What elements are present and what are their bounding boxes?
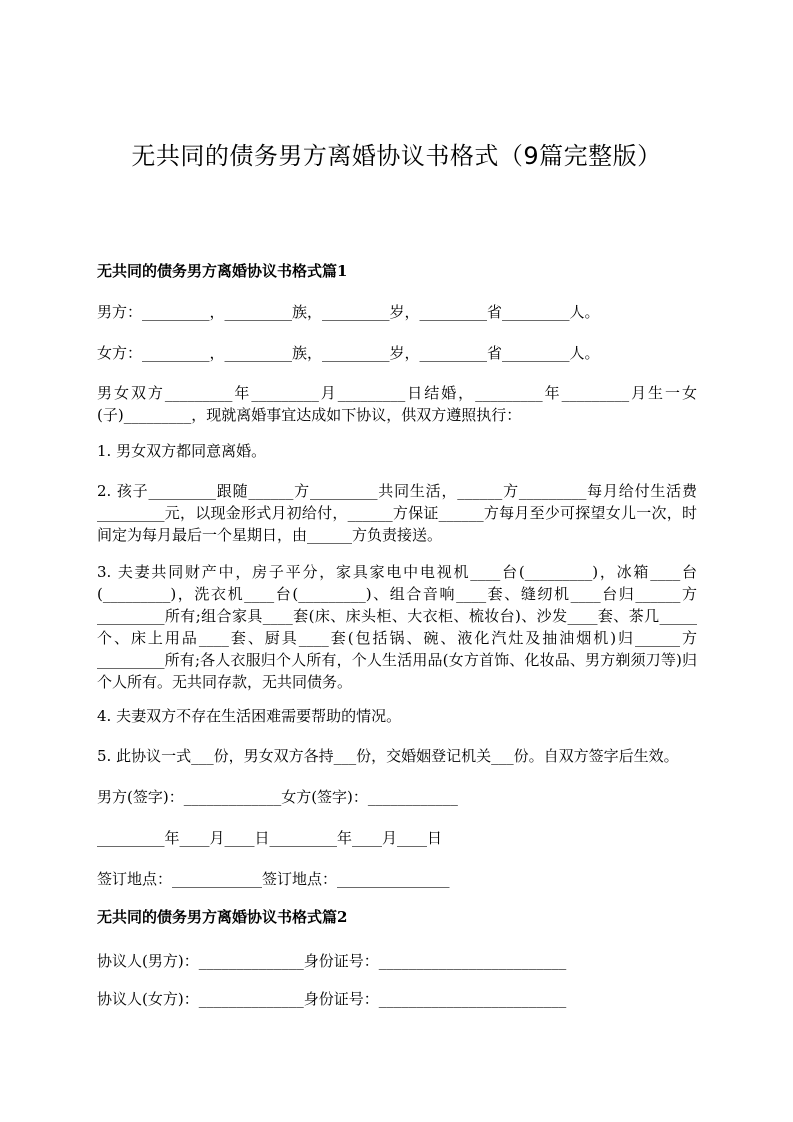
section-1-heading: 无共同的债务男方离婚协议书格式篇1: [97, 262, 348, 280]
signature-line: 男方(签字)：_____________女方(签字)：____________: [97, 788, 458, 806]
marriage-intro-paragraph: 男女双方_________年_________月_________日结婚，_________年_________月生一女(子)_________，现就离婚事宜达成如下协议，供双方遵照执行：: [97, 384, 697, 424]
signing-place-line: 签订地点：____________签订地点：_______________: [97, 870, 450, 888]
male-party-line: 协议人(男方)：______________身份证号：_________________________: [97, 952, 567, 970]
section-2-heading: 无共同的债务男方离婚协议书格式篇2: [97, 908, 348, 926]
clause-2-child-custody: 2. 孩子_________跟随______方_________共同生活，______方_________每月给付生活费_________元，以现金形式月初给付，______方保证______方每月至少可探望女儿一次，时间定为每月最后一个星期日，由______方负责接送。: [97, 482, 697, 544]
clause-3-property-division: 3. 夫妻共同财产中，房子平分，家具家电中电视机____台(_________)，冰箱____台(_________)，洗衣机____台(_________)、组合音响____套、缝纫机____台归______方_________所有;组合家具____套(床、床头柜、大衣柜、梳妆台)、沙发____套、茶几_____个、床上用品____套、厨具____套(包括锅、碗、液化汽灶及抽油烟机)归______方_________所有;各人衣服归个人所有，个人生活用品(女方首饰、化妆品、男方剃须刀等)归个人所有。无共同存款，无共同债务。: [97, 563, 697, 691]
date-line: _________年____月____日_________年____月____日: [97, 829, 443, 847]
male-info-line: 男方：_________，_________族，_________岁，_________省_________人。: [97, 303, 600, 321]
document-title: 无共同的债务男方离婚协议书格式（9篇完整版）: [131, 142, 662, 170]
clause-5: 5. 此协议一式___份，男女双方各持___份，交婚姻登记机关___份。自双方签字后生效。: [97, 747, 679, 765]
clause-4: 4. 夫妻双方不存在生活困难需要帮助的情况。: [97, 707, 402, 725]
female-party-line: 协议人(女方)：______________身份证号：_________________________: [97, 990, 567, 1008]
female-info-line: 女方：_________，_________族，_________岁，_________省_________人。: [97, 344, 600, 362]
clause-1: 1. 男女双方都同意离婚。: [97, 442, 267, 460]
